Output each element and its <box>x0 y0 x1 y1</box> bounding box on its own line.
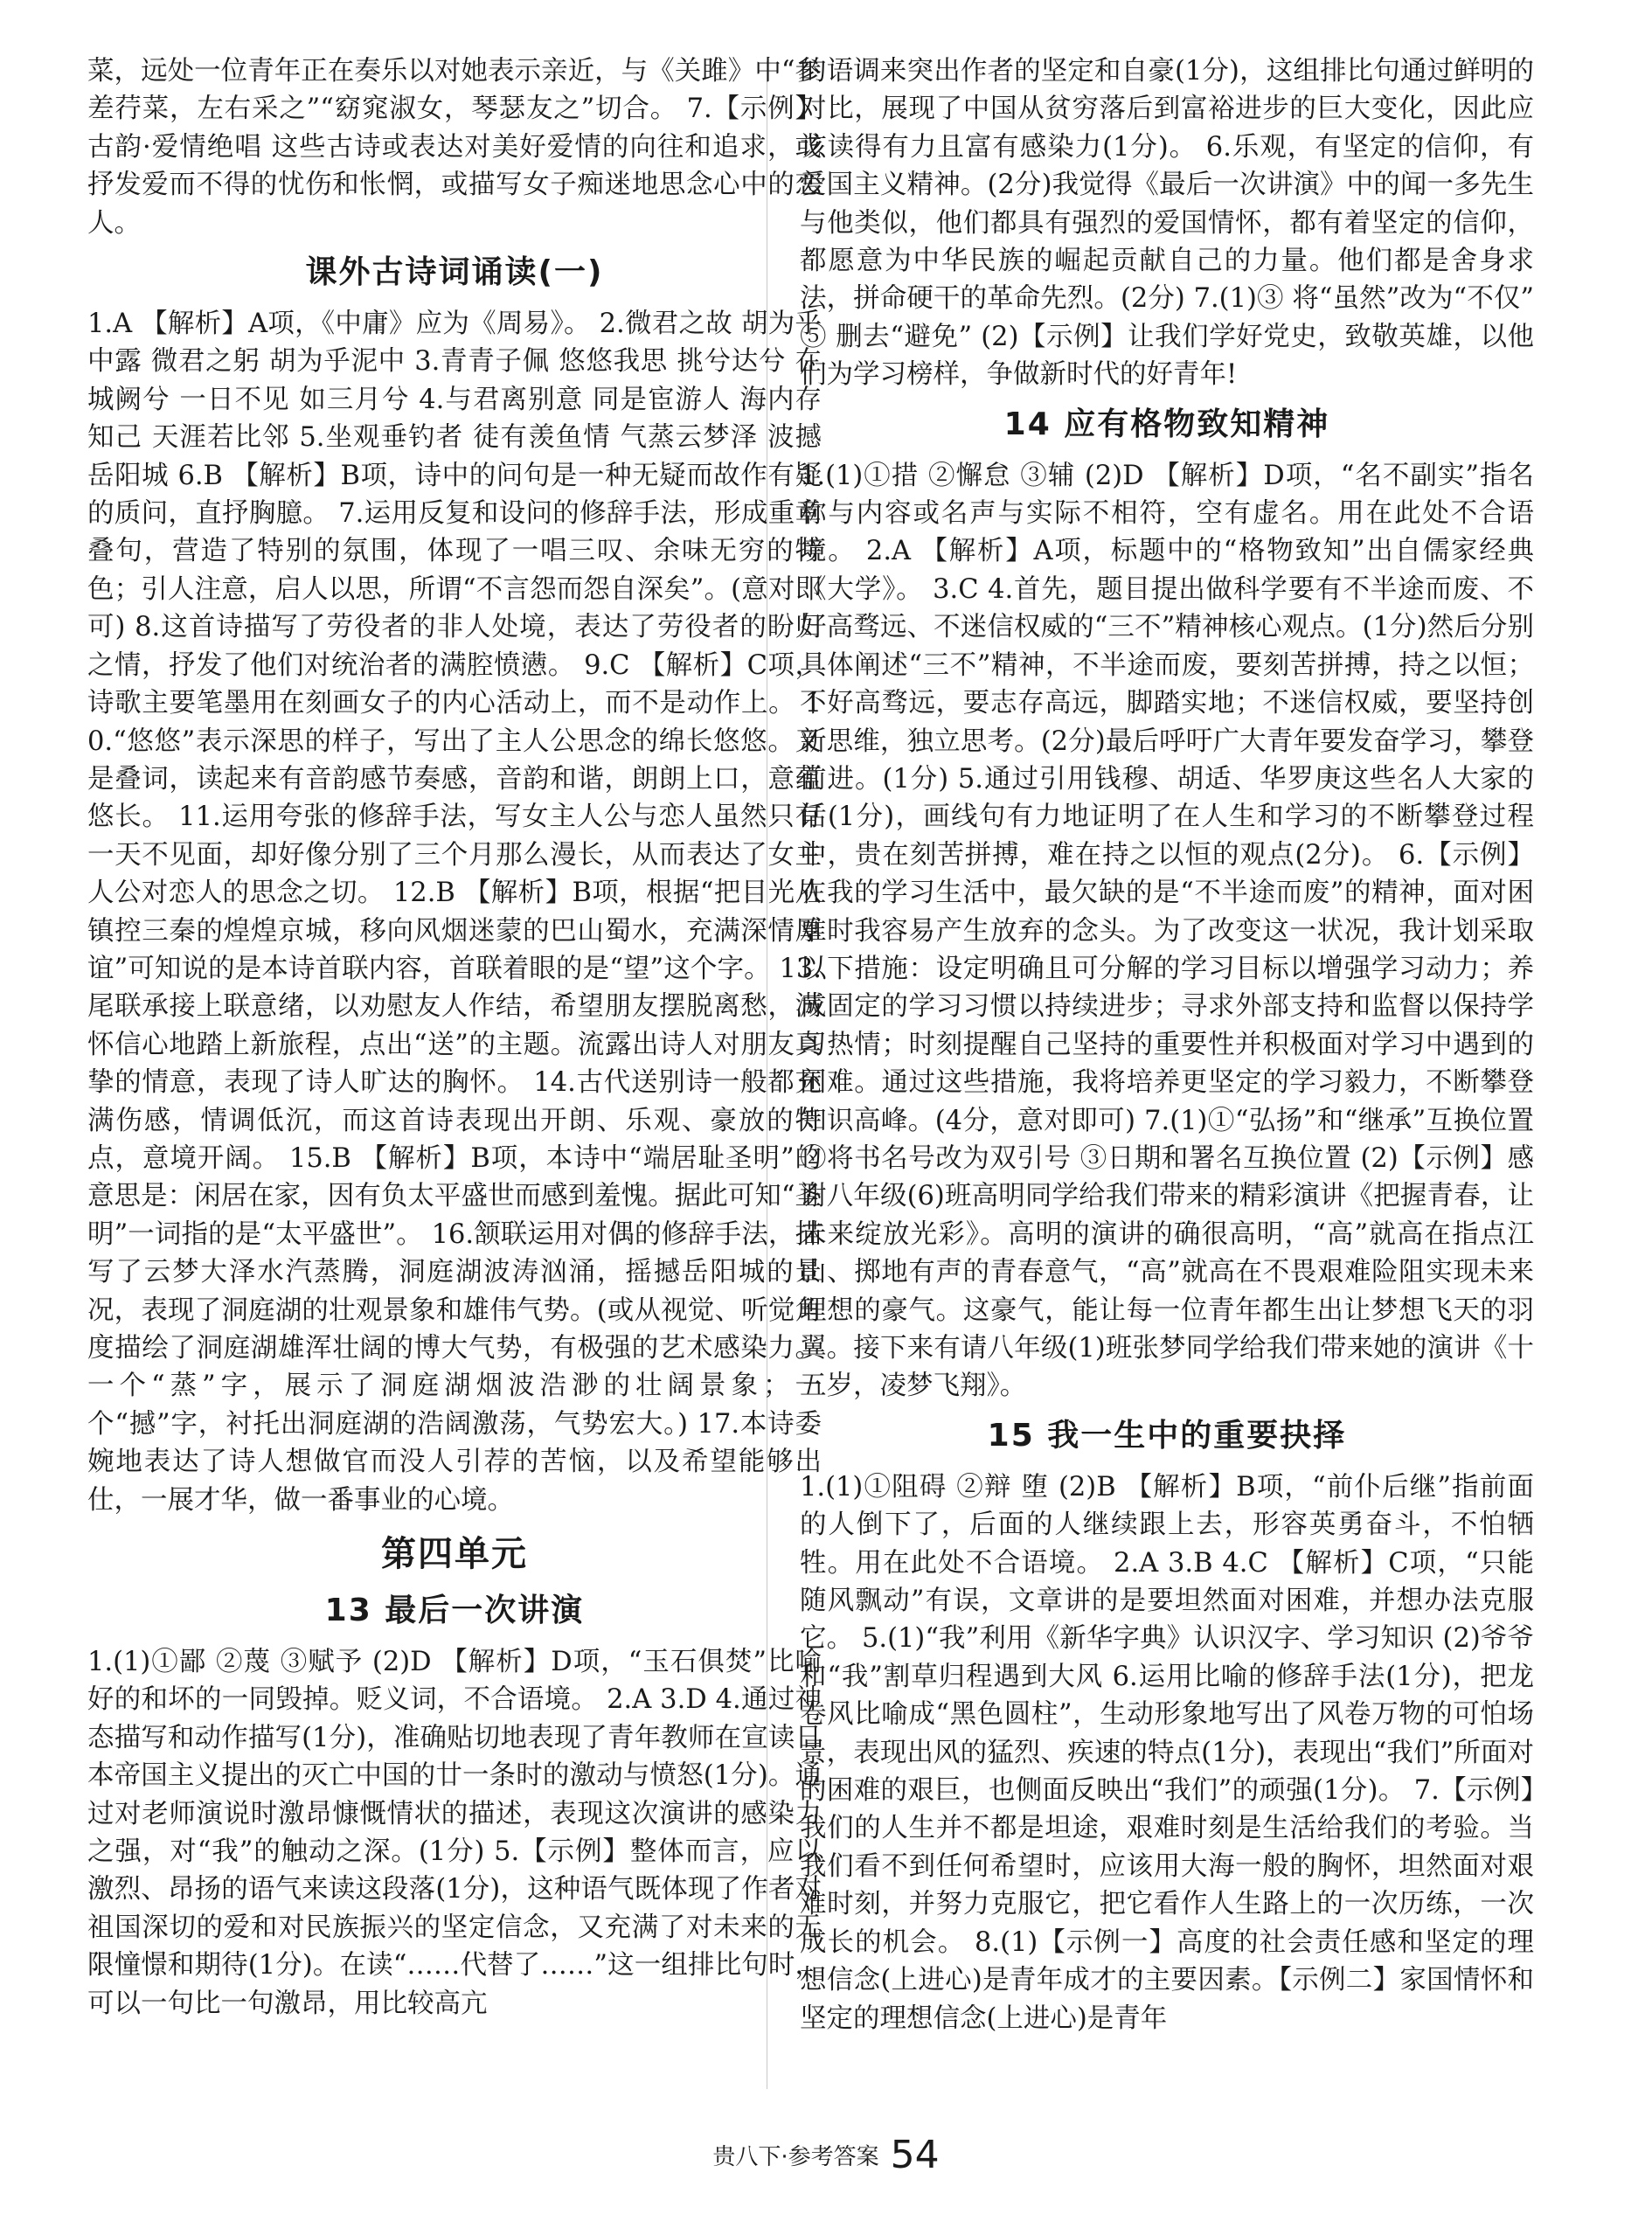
unit-heading: 第四单元 <box>381 1534 528 1575</box>
lesson-heading-13: 13 最后一次讲演 <box>324 1593 585 1629</box>
left-paragraph-2: 1.A 【解析】A项，《中庸》应为《周易》。 2.微君之故 胡为乎中露 微君之躬 胡为乎泥中 3.青青子佩 悠悠我思 挑兮达兮 在城阙兮 一日不见 如三月兮 4.与君离别意 同是宦游人 海内存知己 天涯若比邻 5.坐观垂钓者 徒有羡鱼情 气蒸云梦泽 波撼岳阳城 6.B 【解析】B项，诗中的问句是一种无疑而故作有疑的质问，直抒胸臆。 7.运用反复和设问的修辞手法，形成重章叠句，营造了特别的氛围，体现了一唱三叹、余味无穷的特色；引人注意，启人以思，所谓“不言怨而怨自深矣”。(意对即可) 8.这首诗描写了劳役者的非人处境，表达了劳役者的盼归之情，抒发了他们对统治者的满腔愤懑。 9.C 【解析】C项，诗歌主要笔墨用在刻画女子的内心活动上，而不是动作上。 10.“悠悠”表示深思的样子，写出了主人公思念的绵长悠悠。又是叠词，读起来有音韵感节奏感，音韵和谐，朗朗上口，意蕴悠长。 11.运用夸张的修辞手法，写女主人公与恋人虽然只有一天不见面，却好像分别了三个月那么漫长，从而表达了女主人公对恋人的思念之切。 12.B 【解析】B项，根据“把目光从镇控三秦的煌煌京城，移向风烟迷蒙的巴山蜀水，充满深情厚谊”可知说的是本诗首联内容，首联着眼的是“望”这个字。 13.尾联承接上联意绪，以劝慰友人作结，希望朋友摆脱离愁，满怀信心地踏上新旅程，点出“送”的主题。流露出诗人对朋友真挚的情意，表现了诗人旷达的胸怀。 14.古代送别诗一般都充满伤感，情调低沉，而这首诗表现出开朗、乐观、豪放的特点，意境开阔。 15.B 【解析】B项，本诗中“端居耻圣明”的意思是：闲居在家，因有负太平盛世而感到羞愧。据此可知“圣明”一词指的是“太平盛世”。 16.颔联运用对偶的修辞手法，描写了云梦大泽水汽蒸腾，洞庭湖波涛汹涌，摇撼岳阳城的景况，表现了洞庭湖的壮观景象和雄伟气势。(或从视觉、听觉角度描绘了洞庭湖雄浑壮阔的博大气势，有极强的艺术感染力。一个“蒸”字，展示了洞庭湖烟波浩渺的壮阔景象；一个“撼”字，衬托出洞庭湖的浩阔激荡，气势宏大。) 17.本诗委婉地表达了诗人想做官而没人引荐的苦恼，以及希望能够出仕，一展才华，做一番事业的心境。 <box>87 309 822 1516</box>
page-number: 54 <box>890 2133 940 2177</box>
right-paragraph-3: 1.(1)①阻碍 ②辩 堕 (2)B 【解析】B项，“前仆后继”指前面的人倒下了，后面的人继续跟上去，形容英勇奋斗，不怕牺牲。用在此处不合语境。 2.A 3.B 4.C 【解析】C项，“只能随风飘动”有误，文章讲的是要坦然面对困难，并想办法克服它。 5.(1)“我”利用《新华字典》认识汉字、学习知识 (2)爷爷和“我”割草归程遇到大风 6.运用比喻的修辞手法(1分)，把龙卷风比喻成“黑色圆柱”，生动形象地写出了风卷万物的可怕场景，表现出风的猛烈、疾速的特点(1分)，表现出“我们”所面对的困难的艰巨，也侧面反映出“我们”的顽强(1分)。 7.【示例】我们的人生并不都是坦途，艰难时刻是生活给我们的考验。当我们看不到任何希望时，应该用大海一般的胸怀，坦然面对艰难时刻，并努力克服它，把它看作人生路上的一次历练，一次成长的机会。 8.(1)【示例一】高度的社会责任感和坚定的理想信念(上进心)是青年成才的主要因素。【示例二】家国情怀和坚定的理想信念(上进心)是青年 <box>800 1471 1534 2034</box>
right-column <box>800 52 1534 2037</box>
lesson-heading-14: 14 应有格物致知精神 <box>1003 406 1330 442</box>
left-paragraph-1: 菜，远处一位青年正在奏乐以对她表示亲近，与《关雎》中“参差荇菜，左右采之”“窈窕淑女，琴瑟友之”切合。 7.【示例】古韵·爱情绝唱 这些古诗或表达对美好爱情的向往和追求，或抒发爱而不得的忧伤和怅惘，或描写女子痴迷地思念心中的恋人。 <box>87 56 822 239</box>
footer-label: 贵八下·参考答案 <box>712 2144 879 2170</box>
right-paragraph-1: 的语调来突出作者的坚定和自豪(1分)，这组排比句通过鲜明的对比，展现了中国从贫穷落后到富裕进步的巨大变化，因此应该读得有力且富有感染力(1分)。 6.乐观，有坚定的信仰，有爱国主义精神。(2分)我觉得《最后一次讲演》中的闻一多先生与他类似，他们都具有强烈的爱国情怀，都有着坚定的信仰，都愿意为中华民族的崛起贡献自己的力量。他们都是舍身求法，拼命硬干的革命先烈。(2分) 7.(1)③ 将“虽然”改为“不仅” ⑤ 删去“避免” (2)【示例】让我们学好党史，致敬英雄，以他们为学习榜样，争做新时代的好青年! <box>800 56 1534 391</box>
section-heading-classical-poetry: 课外古诗词诵读(一) <box>305 254 604 291</box>
left-paragraph-3: 1.(1)①鄙 ②蔑 ③赋予 (2)D 【解析】D项，“玉石俱焚”比喻好的和坏的一同毁掉。贬义词，不合语境。 2.A 3.D 4.通过神态描写和动作描写(1分)，准确贴切地表现了青年教师在宣读日本帝国主义提出的灭亡中国的廿一条时的激动与愤怒(1分)。通过对老师演说时激昂慷慨情状的描述，表现这次演讲的感染力之强，对“我”的触动之深。(1分) 5.【示例】整体而言，应以激烈、昂扬的语气来读这段落(1分)，这种语气既体现了作者对祖国深切的爱和对民族振兴的坚定信念，又充满了对未来的无限憧憬和期待(1分)。在读“……代替了……”这一组排比句时，可以一句比一句激昂，用比较高亢 <box>87 1647 822 2019</box>
page-footer <box>0 2133 1652 2185</box>
right-paragraph-2: 1.(1)①措 ②懈怠 ③辅 (2)D 【解析】D项，“名不副实”指名称与内容或名声与实际不相符，空有虚名。用在此处不合语境。 2.A 【解析】A项，标题中的“格物致知”出自儒家经典《大学》。 3.C 4.首先，题目提出做科学要有不半途而废、不好高骛远、不迷信权威的“三不”精神核心观点。(1分)然后分别具体阐述“三不”精神，不半途而废，要刻苦拼搏，持之以恒；不好高骛远，要志存高远，脚踏实地；不迷信权威，要坚持创新思维，独立思考。(2分)最后呼吁广大青年要发奋学习，攀登前进。(1分) 5.通过引用钱穆、胡适、华罗庚这些名人大家的话(1分)，画线句有力地证明了在人生和学习的不断攀登过程中，贵在刻苦拼搏，难在持之以恒的观点(2分)。 6.【示例】在我的学习生活中，最欠缺的是“不半途而废”的精神，面对困难时我容易产生放弃的念头。为了改变这一状况，我计划采取以下措施：设定明确且可分解的学习目标以增强学习动力；养成固定的学习习惯以持续进步；寻求外部支持和监督以保持学习热情；时刻提醒自己坚持的重要性并积极面对学习中遇到的困难。通过这些措施，我将培养更坚定的学习毅力，不断攀登知识高峰。(4分，意对即可) 7.(1)①“弘扬”和“继承”互换位置 ②将书名号改为双引号 ③日期和署名互换位置 (2)【示例】感谢八年级(6)班高明同学给我们带来的精彩演讲《把握青春，让未来绽放光彩》。高明的演讲的确很高明，“高”就高在指点江山、掷地有声的青春意气，“高”就高在不畏艰难险阻实现未来理想的豪气。这豪气，能让每一位青年都生出让梦想飞天的羽翼。接下来有请八年级(1)班张梦同学给我们带来她的演讲《十五岁，凌梦飞翔》。 <box>800 460 1534 1402</box>
lesson-heading-15: 15 我一生中的重要抉择 <box>987 1417 1347 1454</box>
left-column <box>87 52 822 2023</box>
